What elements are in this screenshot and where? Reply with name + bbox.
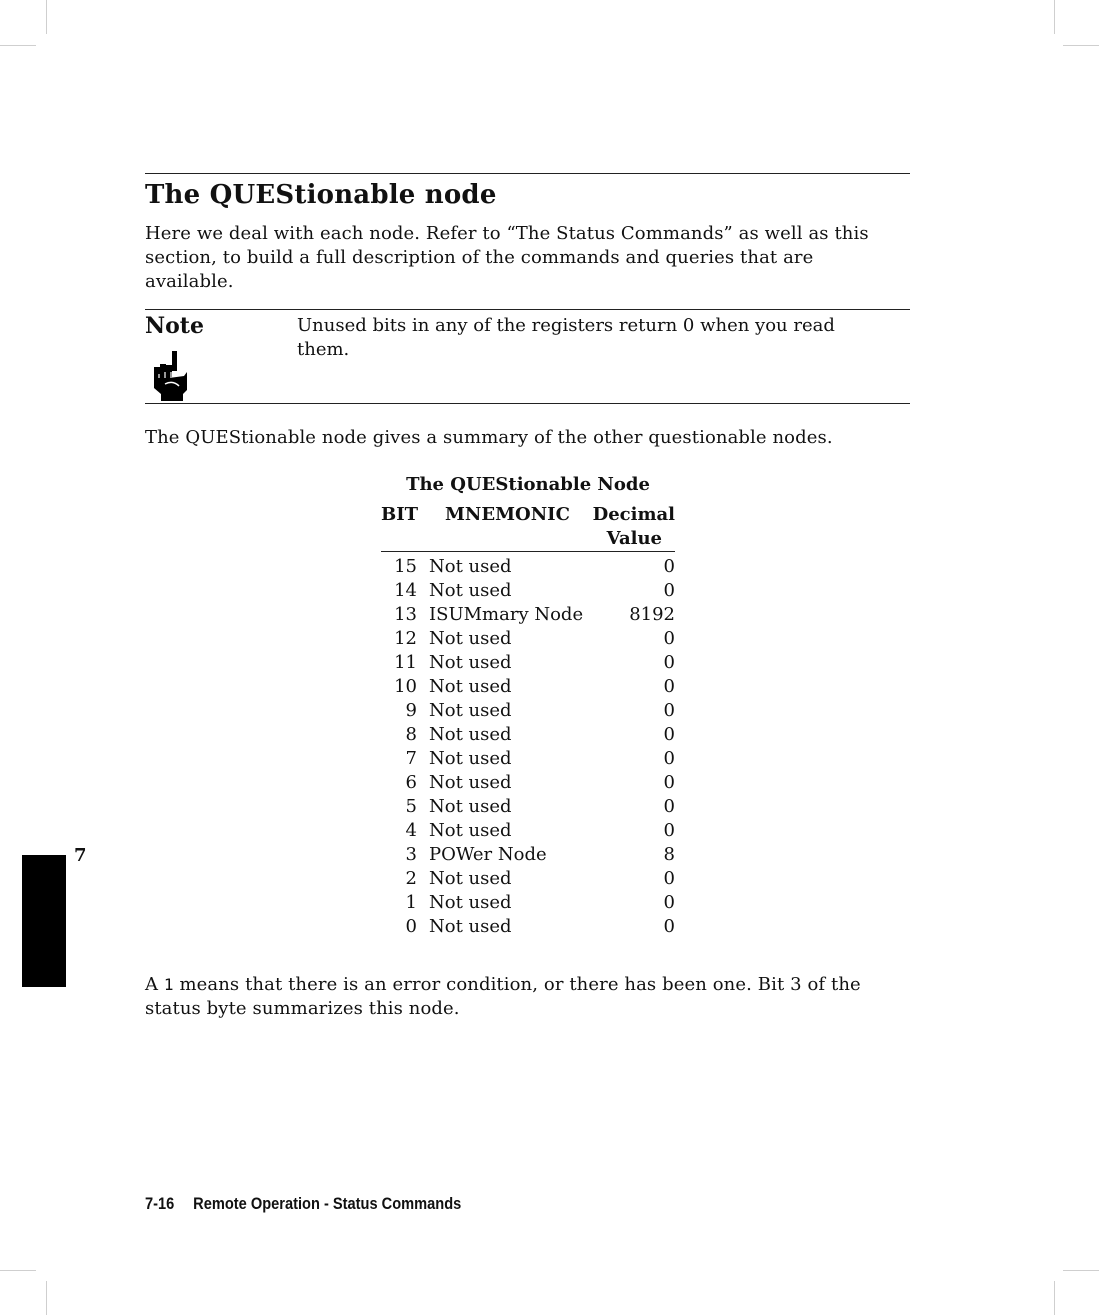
table-row [381,795,675,819]
crop-mark [0,45,36,46]
value-cell: 8192 [629,604,675,625]
mnemonic-cell: Not used [429,916,512,937]
table-row [381,819,675,843]
closing-paragraph [145,973,905,1021]
bit-cell: 13 [394,604,417,625]
header-decimal: Decimal [592,504,675,525]
mnemonic-cell: ISUMmary Node [429,604,584,625]
mnemonic-cell: Not used [429,748,512,769]
crop-mark [1054,1281,1055,1315]
note-top-rule [145,309,910,310]
table-row [381,603,675,627]
value-cell: 8 [663,844,675,865]
bit-cell: 15 [394,556,417,577]
page-footer [145,1194,461,1214]
crop-mark [1063,1270,1099,1271]
table-row [381,555,675,579]
note-text: Unused bits in any of the registers return 0 when you read them. [297,315,835,360]
mnemonic-cell: Not used [429,796,512,817]
table-row [381,915,675,939]
intro-paragraph: Here we deal with each node. Refer to “The Status Commands” as well as this section, to build a full description of the commands and queries that are available. [145,223,869,292]
mnemonic-cell: Not used [429,700,512,721]
summary-paragraph: The QUEStionable node gives a summary of the other questionable nodes. [145,427,833,448]
mnemonic-cell: Not used [429,892,512,913]
table-row [381,771,675,795]
value-cell: 0 [663,868,675,889]
note-bottom-rule [145,403,910,404]
closing-rest: means that there is an error condition, or there has been one. Bit 3 of the status byte summarizes this node. [145,974,861,1019]
bit-cell: 3 [405,844,417,865]
crop-mark [46,0,47,34]
value-cell: 0 [663,796,675,817]
mnemonic-cell: Not used [429,820,512,841]
table-row [381,891,675,915]
chapter-number: 7 [74,845,87,866]
bit-cell: 12 [394,628,417,649]
closing-prefix: A [145,974,164,995]
bit-cell: 10 [394,676,417,697]
mnemonic-cell: Not used [429,868,512,889]
value-cell: 0 [663,676,675,697]
bit-cell: 4 [405,820,417,841]
closing-code: 1 [163,975,174,994]
bit-cell: 6 [405,772,417,793]
crop-mark [0,1270,36,1271]
table-row [381,867,675,891]
bit-cell: 9 [405,700,417,721]
value-cell: 0 [663,724,675,745]
value-cell: 0 [663,556,675,577]
bit-cell: 8 [405,724,417,745]
mnemonic-cell: POWer Node [429,844,547,865]
crop-mark [1054,0,1055,34]
mnemonic-cell: Not used [429,652,512,673]
table-header-rule [381,551,675,552]
mnemonic-cell: Not used [429,580,512,601]
table-row [381,699,675,723]
footer-title: Remote Operation - Status Commands [193,1194,462,1213]
bit-cell: 0 [405,916,417,937]
bit-cell: 14 [394,580,417,601]
mnemonic-cell: Not used [429,628,512,649]
crop-mark [46,1281,47,1315]
header-value: Value [606,528,662,549]
value-cell: 0 [663,700,675,721]
note-label: Note [145,313,204,339]
value-cell: 0 [663,580,675,601]
footer-page-number: 7-16 [145,1194,175,1213]
section-title: The QUEStionable node [145,180,497,210]
crop-mark [1063,45,1099,46]
table-row [381,843,675,867]
value-cell: 0 [663,748,675,769]
chapter-tab [22,855,66,987]
value-cell: 0 [663,820,675,841]
table-row [381,723,675,747]
table-row [381,627,675,651]
header-bit: BIT [381,504,419,525]
pointing-hand-icon [151,350,191,402]
mnemonic-cell: Not used [429,556,512,577]
bit-cell: 7 [405,748,417,769]
mnemonic-cell: Not used [429,676,512,697]
value-cell: 0 [663,892,675,913]
table-row [381,675,675,699]
bit-cell: 5 [405,796,417,817]
table-row [381,579,675,603]
value-cell: 0 [663,916,675,937]
table-title: The QUEStionable Node [406,474,650,495]
value-cell: 0 [663,652,675,673]
table-row [381,651,675,675]
mnemonic-cell: Not used [429,772,512,793]
header-mnemonic: MNEMONIC [445,504,570,525]
mnemonic-cell: Not used [429,724,512,745]
table-row [381,747,675,771]
value-cell: 0 [663,628,675,649]
section-top-rule [145,173,910,174]
bit-cell: 11 [394,652,417,673]
value-cell: 0 [663,772,675,793]
bit-cell: 2 [405,868,417,889]
bit-cell: 1 [405,892,417,913]
